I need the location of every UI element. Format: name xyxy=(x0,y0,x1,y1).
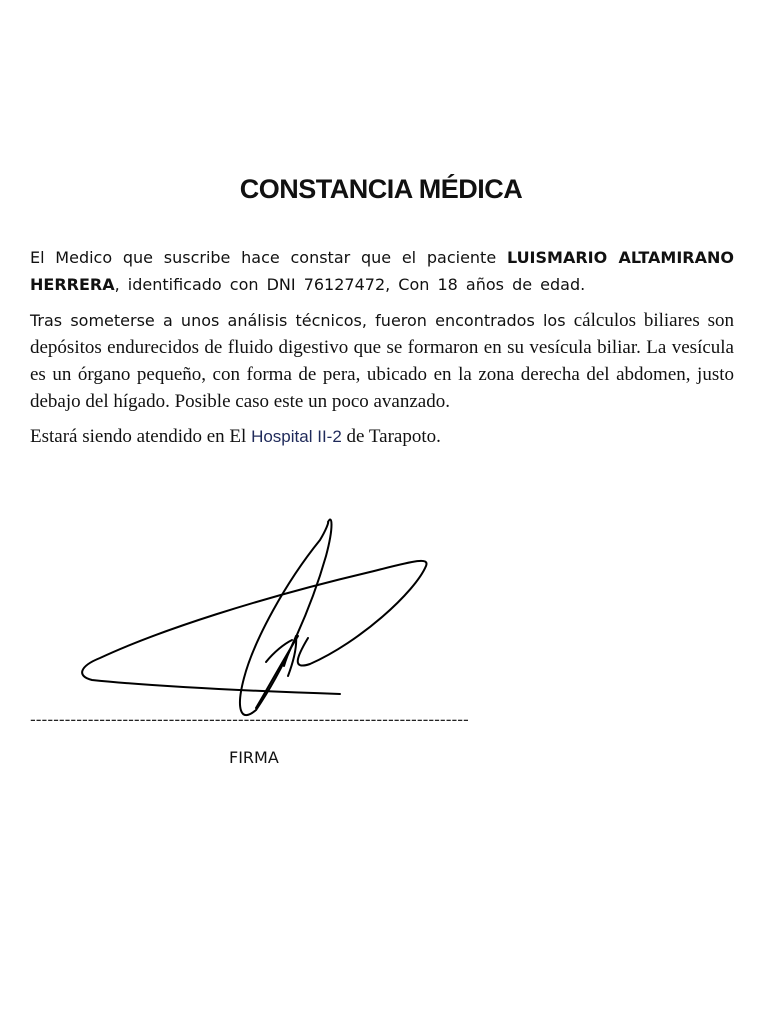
diagnosis-lead-text: Tras someterse a unos análisis técnicos, fueron encontrados los xyxy=(30,311,574,330)
diagnosis-body-text: cálculos biliares son depósitos endurecidos de fluido digestivo que se formaron en su vesícula biliar. La vesícula es un órgano pequeño, con forma de pera, ubicado en la zona derecha del abdomen, justo debajo del hígado. Posible caso este un poco avanzado. xyxy=(30,310,735,412)
hospital-paragraph xyxy=(30,424,734,450)
signature-line: ---------------------------------------------------------------------------- xyxy=(30,710,469,729)
signature-label: FIRMA xyxy=(229,748,279,767)
patient-intro-text: El Medico que suscribe hace constar que el paciente xyxy=(30,248,507,267)
patient-name: LUISMARIO ALTAMIRANO HERRERA xyxy=(30,248,734,294)
patient-details-text: , identificado con DNI 76127472, Con 18 años de edad. xyxy=(114,275,586,294)
diagnosis-paragraph xyxy=(30,308,734,416)
patient-paragraph xyxy=(30,244,734,298)
hospital-lead-text: Estará siendo atendido en El xyxy=(30,426,252,447)
hospital-tail-text: de Tarapoto. xyxy=(341,426,441,447)
hospital-name: Hospital II-2 xyxy=(251,427,342,446)
document-body xyxy=(30,244,734,460)
document-title: CONSTANCIA MÉDICA xyxy=(239,174,523,204)
handwritten-signature xyxy=(70,512,450,727)
